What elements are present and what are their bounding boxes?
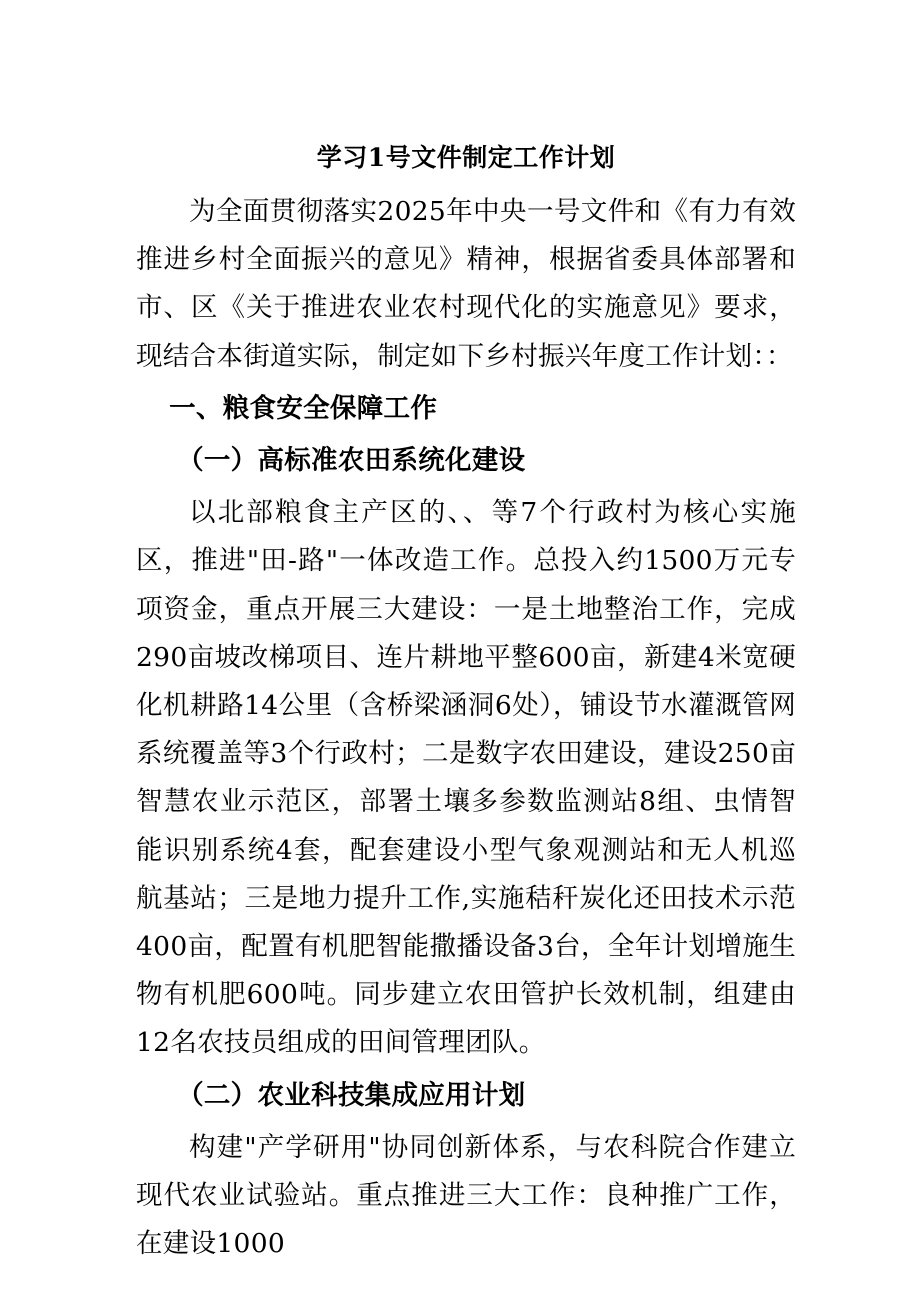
agri-tech-paragraph: 构建"产学研用"协同创新体系，与农科院合作建立现代农业试验站。重点推进三大工作：良种推广工作，在建设1000 bbox=[136, 1131, 796, 1260]
document-page bbox=[136, 134, 796, 1268]
section-heading-grain-security: 一、粮食安全保障工作 bbox=[169, 392, 438, 424]
document-title: 学习1号文件制定工作计划 bbox=[316, 143, 616, 172]
farmland-paragraph: 以北部粮食主产区的、、等7个行政村为核心实施区，推进"田-路"一体改造工作。总投入约1500万元专项资金，重点开展三大建设：一是土地整治工作，完成290亩坡改梯项目、连片耕地平整600亩，新建4米宽硬化机耕路14公里（含桥梁涵洞6处），铺设节水灌溉管网系统覆盖等3个行政村；二是数字农田建设，建设250亩智慧农业示范区，部署土壤多参数监测站8组、虫情智能识别系统4套，配套建设小型气象观测站和无人机巡航基站；三是地力提升工作,实施秸秆炭化还田技术示范400亩，配置有机肥智能撒播设备3台，全年计划增施生物有机肥600吨。同步建立农田管护长效机制，组建由12名农技员组成的田间管理团队。 bbox=[136, 497, 796, 1059]
subsection-heading-agri-tech: （二）农业科技集成应用计划 bbox=[177, 1079, 526, 1111]
subsection-heading-farmland: （一）高标准农田系统化建设 bbox=[177, 445, 526, 477]
intro-paragraph: 为全面贯彻落实2025年中央一号文件和《有力有效推进乡村全面振兴的意见》精神，根据省委具体部署和市、区《关于推进农业农村现代化的实施意见》要求，现结合本街道实际，制定如下乡村振兴年度工作计划：： bbox=[136, 196, 796, 372]
